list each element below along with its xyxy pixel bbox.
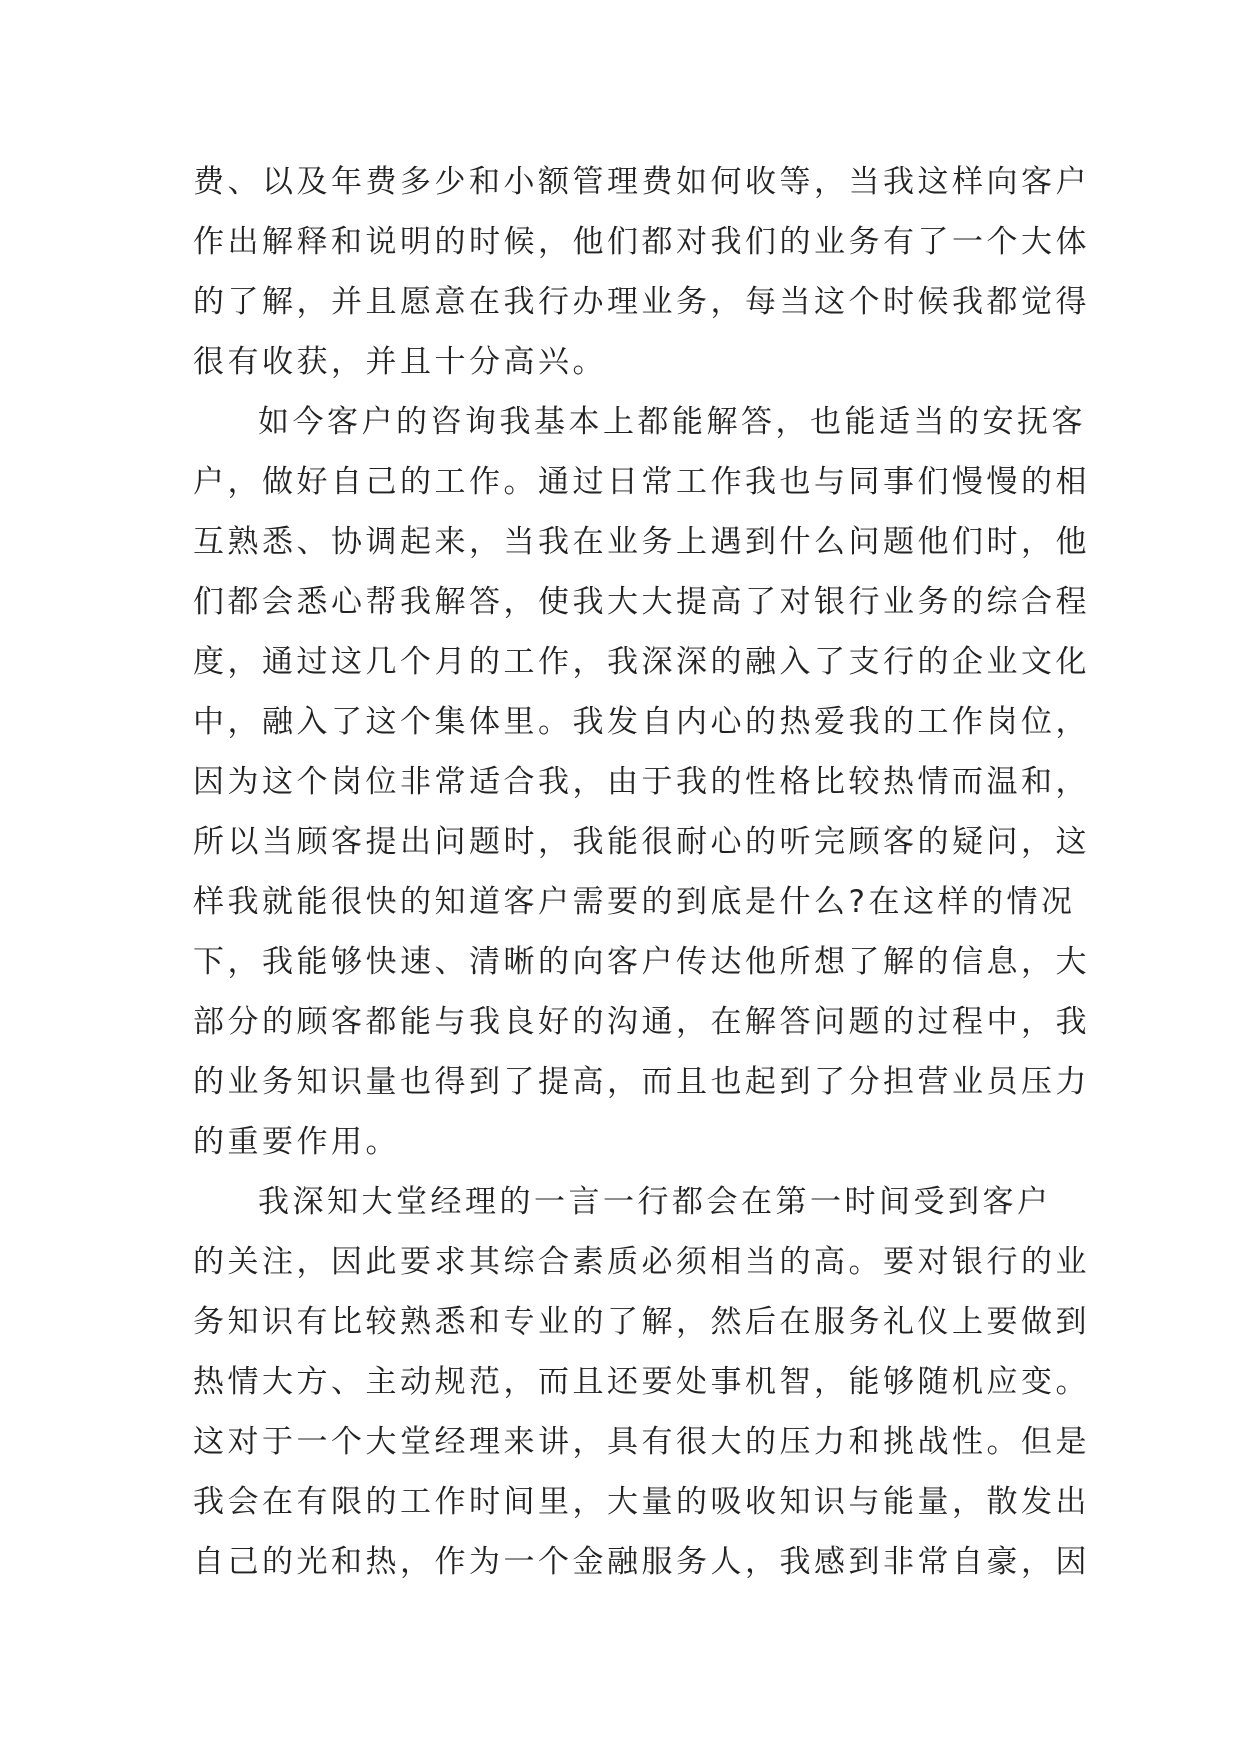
text-line: 很有收获，并且十分高兴。 <box>193 344 607 380</box>
text-line: 费、以及年费多少和小额管理费如何收等，当我这样向客户 <box>193 164 1090 200</box>
text-line: 样我就能很快的知道客户需要的到底是什么?在这样的情况 <box>193 884 1076 920</box>
text-line: 热情大方、主动规范，而且还要处事机智，能够随机应变。 <box>193 1364 1090 1400</box>
paragraph-first-line: 我深知大堂经理的一言一行都会在第一时间受到客户 <box>258 1184 1052 1220</box>
paragraph-first-line: 如今客户的咨询我基本上都能解答，也能适当的安抚客 <box>258 404 1086 440</box>
text-line: 互熟悉、协调起来，当我在业务上遇到什么问题他们时，他 <box>193 524 1090 560</box>
text-line: 的重要作用。 <box>193 1124 400 1160</box>
text-line: 的了解，并且愿意在我行办理业务，每当这个时候我都觉得 <box>193 284 1090 320</box>
text-line: 务知识有比较熟悉和专业的了解，然后在服务礼仪上要做到 <box>193 1304 1090 1340</box>
text-line: 的关注，因此要求其综合素质必须相当的高。要对银行的业 <box>193 1244 1090 1280</box>
text-line: 下，我能够快速、清晰的向客户传达他所想了解的信息，大 <box>193 944 1090 980</box>
text-line: 这对于一个大堂经理来讲，具有很大的压力和挑战性。但是 <box>193 1424 1090 1460</box>
text-line: 作出解释和说明的时候，他们都对我们的业务有了一个大体 <box>193 224 1090 260</box>
body-text <box>193 152 1090 1592</box>
text-line: 中，融入了这个集体里。我发自内心的热爱我的工作岗位， <box>193 704 1090 740</box>
text-line: 们都会悉心帮我解答，使我大大提高了对银行业务的综合程 <box>193 584 1090 620</box>
text-line: 自己的光和热，作为一个金融服务人，我感到非常自豪，因 <box>193 1544 1090 1580</box>
text-line: 户，做好自己的工作。通过日常工作我也与同事们慢慢的相 <box>193 464 1090 500</box>
text-line: 部分的顾客都能与我良好的沟通，在解答问题的过程中，我 <box>193 1004 1090 1040</box>
text-line: 度，通过这几个月的工作，我深深的融入了支行的企业文化 <box>193 644 1090 680</box>
text-line: 的业务知识量也得到了提高，而且也起到了分担营业员压力 <box>193 1064 1090 1100</box>
text-line: 我会在有限的工作时间里，大量的吸收知识与能量，散发出 <box>193 1484 1090 1520</box>
text-line: 因为这个岗位非常适合我，由于我的性格比较热情而温和， <box>193 764 1090 800</box>
text-line: 所以当顾客提出问题时，我能很耐心的听完顾客的疑问，这 <box>193 824 1090 860</box>
